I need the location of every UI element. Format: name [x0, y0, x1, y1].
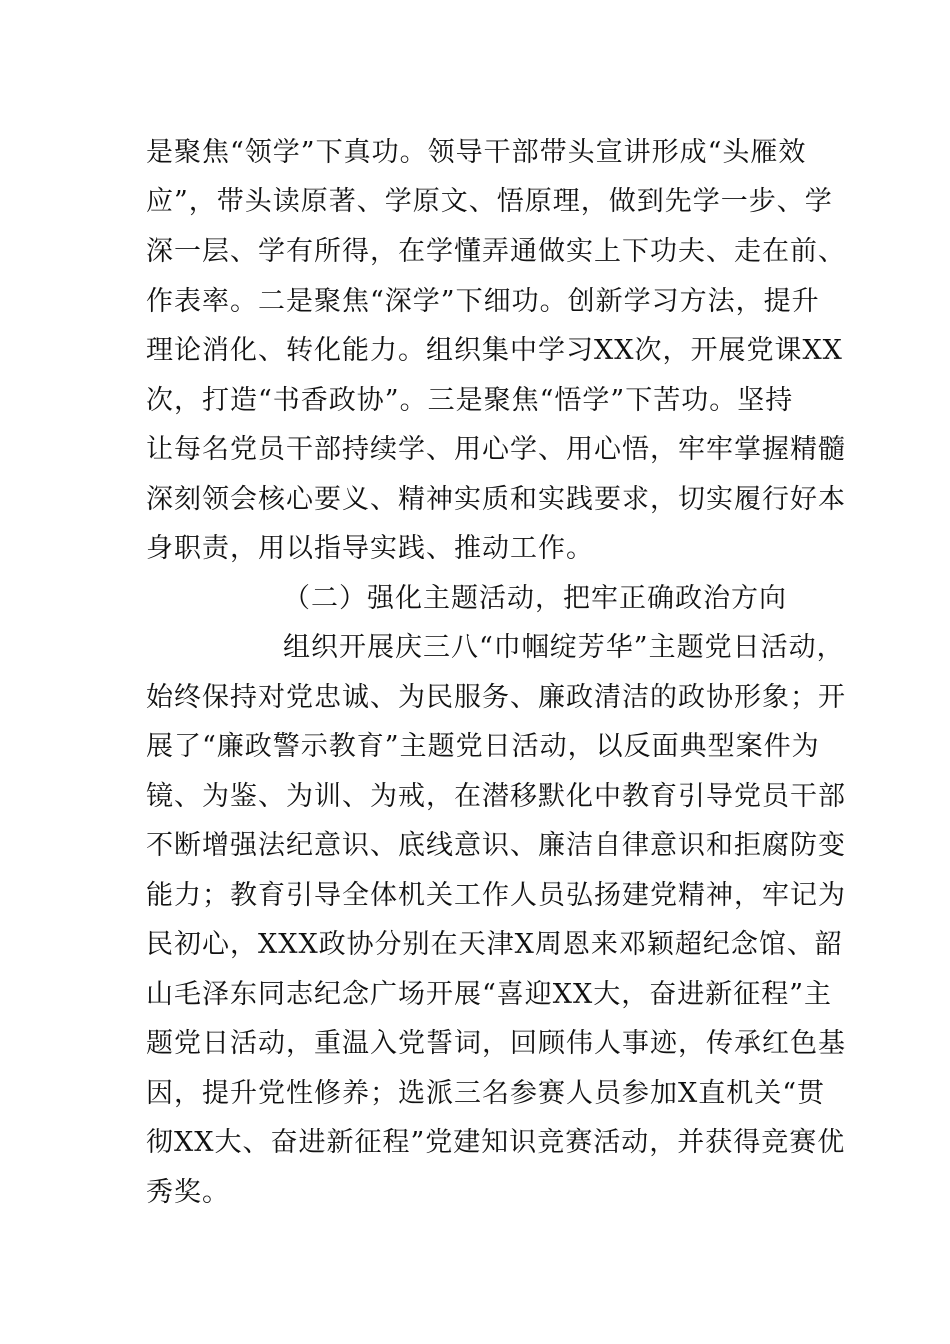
paragraph-line: 题党日活动，重温入党誓词，回顾伟人事迹，传承红色基: [146, 1028, 846, 1059]
paragraph-line: 镜、为鉴、为训、为戒，在潜移默化中教育引导党员干部: [146, 781, 846, 812]
paragraph-line: 民初心，XXX政协分别在天津X周恩来邓颖超纪念馆、韶: [146, 929, 843, 960]
paragraph-line: 山毛泽东同志纪念广场开展“喜迎XX大，奋进新征程”主: [146, 979, 833, 1010]
paragraph-line: 深一层、学有所得，在学懂弄通做实上下功夫、走在前、: [146, 236, 846, 267]
paragraph-line: 应”，带头读原著、学原文、悟原理，做到先学一步、学: [146, 186, 833, 217]
paragraph-line: 让每名党员干部持续学、用心学、用心悟，牢牢掌握精髓: [146, 434, 846, 465]
paragraph-line: 展了“廉政警示教育”主题党日活动，以反面典型案件为: [146, 731, 820, 762]
section-heading: （二）强化主题活动，把牢正确政治方向: [283, 583, 787, 614]
paragraph-line: 始终保持对党忠诚、为民服务、廉政清洁的政协形象；开: [146, 682, 846, 713]
paragraph-line: 次，打造“书香政协”。三是聚焦“悟学”下苦功。坚持: [146, 385, 794, 416]
paragraph-line: 彻XX大、奋进新征程”党建知识竞赛活动，并获得竞赛优: [146, 1127, 846, 1158]
paragraph-line: 秀奖。: [146, 1177, 230, 1208]
paragraph-line: 不断增强法纪意识、底线意识、廉洁自律意识和拒腐防变: [146, 830, 846, 861]
paragraph-line: 能力；教育引导全体机关工作人员弘扬建党精神，牢记为: [146, 880, 846, 911]
paragraph-line: 组织开展庆三八“巾帼绽芳华”主题党日活动，: [283, 632, 845, 663]
paragraph-line: 深刻领会核心要义、精神实质和实践要求，切实履行好本: [146, 484, 846, 515]
paragraph-line: 身职责，用以指导实践、推动工作。: [146, 533, 594, 564]
paragraph-line: 理论消化、转化能力。组织集中学习XX次，开展党课XX: [146, 335, 843, 366]
paragraph-line: 是聚焦“领学”下真功。领导干部带头宣讲形成“头雁效: [146, 137, 807, 168]
paragraph-line: 因，提升党性修养；选派三名参赛人员参加X直机关“贯: [146, 1078, 826, 1109]
paragraph-line: 作表率。二是聚焦“深学”下细功。创新学习方法，提升: [146, 286, 820, 317]
